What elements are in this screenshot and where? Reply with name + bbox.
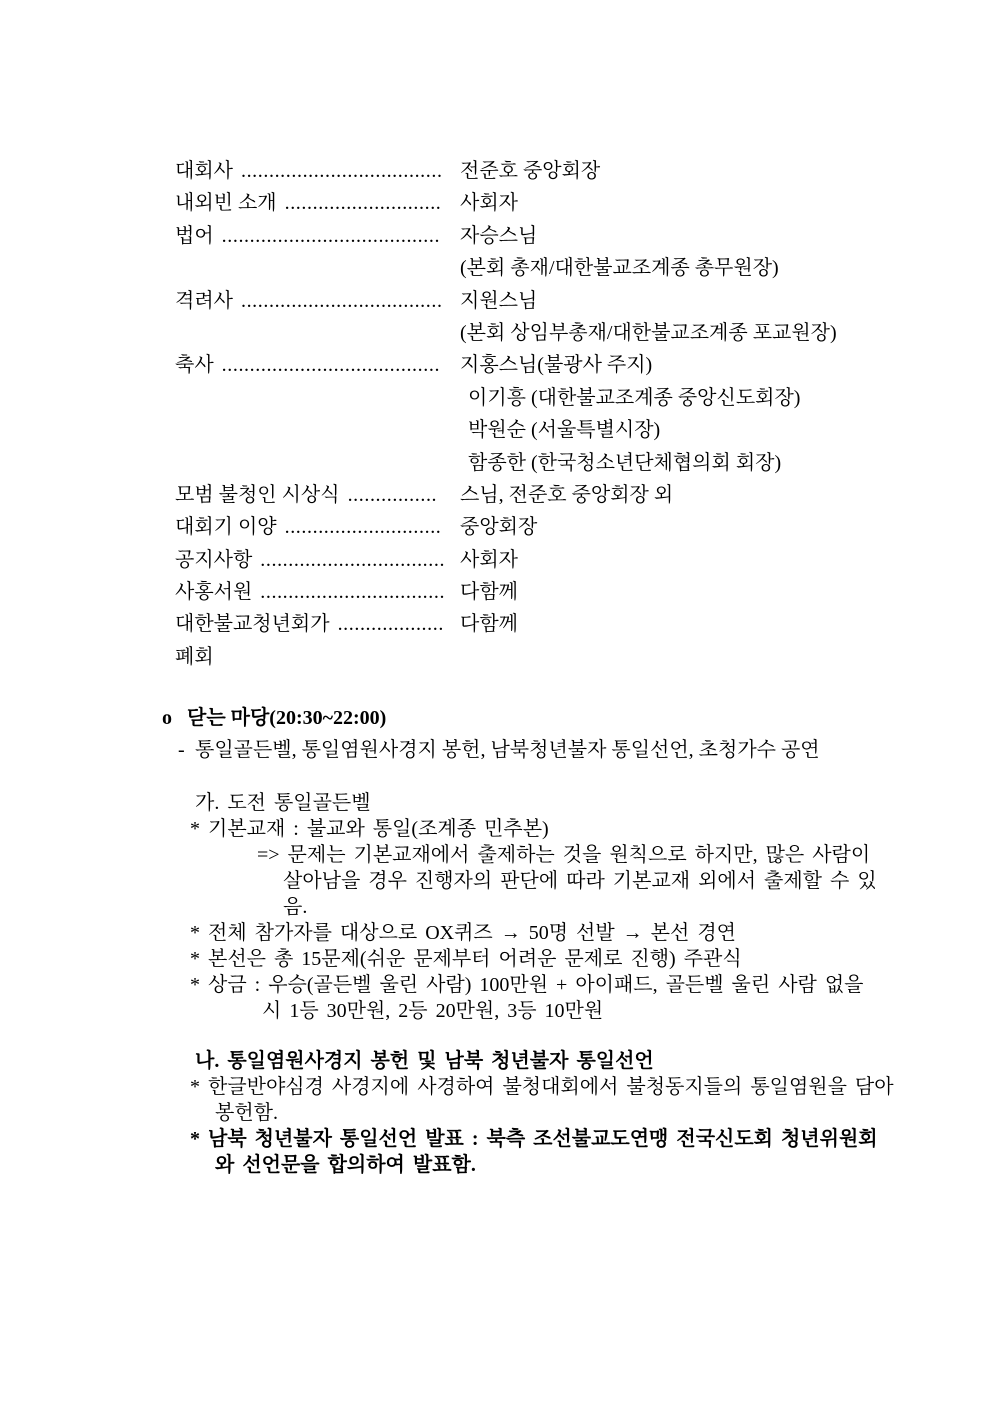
closing-section-bullet: o [162,707,172,730]
program-row-left [175,479,460,511]
program-list [175,155,952,673]
program-item-value: 지원스님 [460,289,538,312]
program-item-value: 사회자 [460,548,518,571]
program-item-value: 자승스님 [460,224,538,247]
program-row [175,576,952,608]
program-item-value: 전준호 중앙회장 [460,160,601,182]
dot-leader: ................................. [260,581,446,604]
program-item-label: 축사 [175,354,214,377]
program-item-value: (본회 상임부총재/대한불교조계종 포교원장) [460,321,837,344]
closing-summary-text: 통일골든벨, 통일염원사경지 봉헌, 남북청년불자 통일선언, 초청가수 공연 [195,739,820,762]
closing-section-title: 닫는 마당(20:30~22:00) [187,707,387,730]
program-item-value: 다함께 [460,581,518,604]
program-item-label: 내외빈 소개 [175,192,277,215]
program-item-label: 격려사 [175,289,233,312]
program-item-value: 중앙회장 [460,516,538,539]
program-row [175,285,952,317]
dot-leader: ............................ [284,192,442,215]
summary-dash: - [178,739,185,762]
program-item-label: 대회기 이양 [175,516,277,539]
detail-line: 와 선언문을 합의하여 발표함. [215,1154,476,1177]
dot-leader: .................................... [240,289,443,312]
subsection-golden-bell [162,790,952,1024]
program-item-label: 공지사항 [175,548,253,571]
detail-line: * 기본교재 : 불교와 통일(조계종 민추본) [190,818,549,841]
program-row [175,317,952,349]
program-row-left [175,155,460,187]
dot-leader: ....................................... [221,354,441,377]
program-item-label: 폐회 [175,645,214,668]
program-row [175,608,952,640]
detail-line: * 전체 참가자를 대상으로 OX퀴즈 → 50명 선발 → 본선 경연 [190,922,736,945]
closing-summary-line [162,734,952,766]
program-row [175,447,952,479]
program-item-value: 사회자 [460,192,518,215]
program-row [175,511,952,543]
program-row-left [175,187,460,219]
closing-section-heading [162,702,952,734]
detail-line: * 남북 청년불자 통일선언 발표 : 북측 조선불교도연맹 전국신도회 청년위원회 [190,1128,878,1151]
program-row [175,349,952,381]
detail-line: * 상금 : 우승(골든벨 울린 사람) 100만원 + 아이패드, 골든벨 울린 사람 없을 [190,974,864,997]
program-row-left [175,285,460,317]
detail-line: 살아남을 경우 진행자의 판단에 따라 기본교재 외에서 출제할 수 있 [283,870,877,893]
program-row-left [175,349,460,381]
detail-line: * 본선은 총 15문제(쉬운 문제부터 어려운 문제로 진행) 주관식 [190,948,742,971]
program-item-value: (본회 총재/대한불교조계종 총무원장) [460,257,779,280]
program-row [175,414,952,446]
program-item-label: 사홍서원 [175,581,253,604]
program-item-label: 대한불교청년회가 [175,613,330,636]
program-row-left [175,641,460,673]
program-item-value: 박원순 (서울특별시장) [468,419,661,442]
program-item-label: 대회사 [175,160,233,182]
program-row [175,220,952,252]
dot-leader: ................................. [260,548,446,571]
dot-leader: ............................ [284,516,442,539]
program-row [175,252,952,284]
detail-line: 나. 통일염원사경지 봉헌 및 남북 청년불자 통일선언 [195,1050,654,1073]
program-item-value: 함종한 (한국청소년단체협의회 회장) [468,451,782,474]
program-row [175,641,952,673]
program-row-left [175,544,460,576]
subsection-unification-declaration [162,1048,952,1178]
detail-line: * 한글반야심경 사경지에 사경하여 불청대회에서 불청동지들의 통일염원을 담아 [190,1076,894,1099]
program-row [175,544,952,576]
program-row [175,479,952,511]
program-row [175,155,952,187]
program-item-value: 스님, 전준호 중앙회장 외 [460,483,674,506]
program-row-left [175,608,460,640]
dot-leader: ................... [337,613,444,636]
program-row-left [175,220,460,252]
program-item-value: 다함께 [460,613,518,636]
detail-line: 시 1등 30만원, 2등 20만원, 3등 10만원 [262,1000,604,1023]
detail-line: 가. 도전 통일골든벨 [195,792,371,815]
detail-line: 음. [283,896,308,919]
dot-leader: ................ [347,483,438,506]
program-row-left [175,511,460,543]
program-item-value: 이기흥 (대한불교조계종 중앙신도회장) [468,386,801,409]
program-row [175,382,952,414]
program-item-label: 법어 [175,224,214,247]
program-row-left [175,576,460,608]
program-item-value: 지홍스님(불광사 주지) [460,354,653,377]
dot-leader: ....................................... [221,224,441,247]
detail-line: => 문제는 기본교재에서 출제하는 것을 원칙으로 하지만, 많은 사람이 [257,844,871,867]
program-row [175,187,952,219]
program-item-label: 모범 불청인 시상식 [175,483,340,506]
detail-line: 봉헌함. [215,1102,278,1125]
dot-leader: .................................... [240,160,443,182]
closing-section [162,702,952,1178]
